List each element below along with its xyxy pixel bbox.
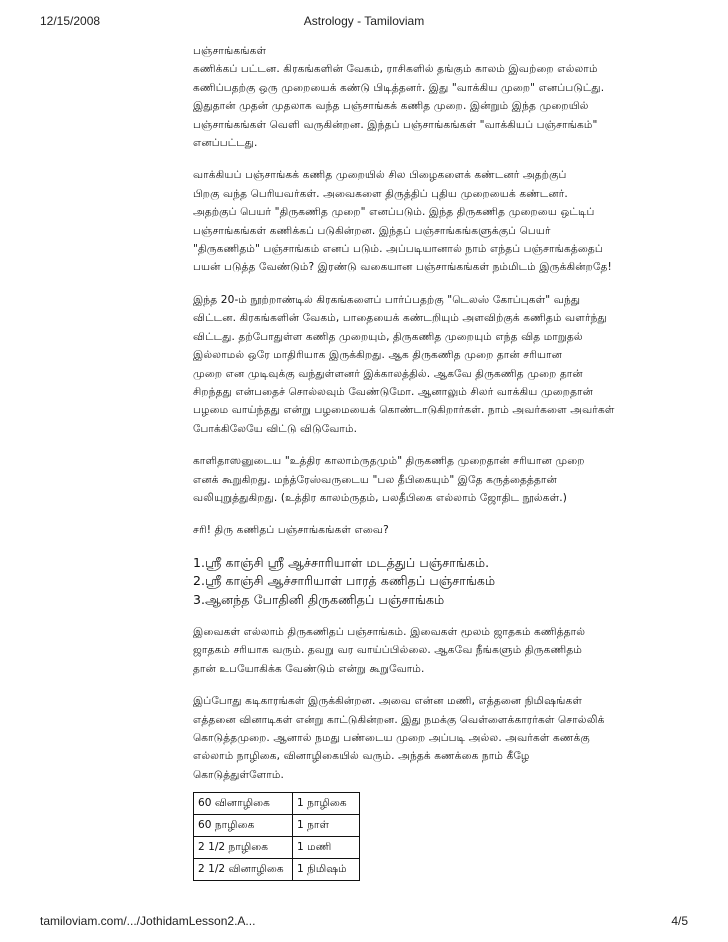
panchangam-list <box>193 554 673 609</box>
table-row <box>194 793 360 815</box>
text-line: கொடுத்துள்ளோம். <box>193 768 284 781</box>
text-line: எத்தனை வினாடிகள் என்று காட்டுகின்றன. இது நமக்கு வெள்ளைக்காரர்கள் சொல்லிக் <box>193 713 605 726</box>
text-line: கொடுத்தமுறை. ஆனால் நமது பண்டைய முறை அப்படி அல்ல. அவர்கள் கணக்கு <box>193 732 590 744</box>
table-row <box>194 859 360 881</box>
table-row <box>194 815 360 837</box>
text-line: முறை என முடிவுக்கு வந்துள்ளனர் இக்காலத்தில். ஆகவே திருகணித முறை தான் <box>193 367 583 380</box>
page-number: 4/5 <box>671 914 688 928</box>
text-line: பஞ்சாங்கங்கள் <box>193 45 267 57</box>
text-line: காளிதாஸனுடைய "உத்திர காலாம்ருதமும்" திருகணித முறைதான் சரியான முறை <box>193 455 585 468</box>
text-line: ஜாதகம் சரியாக வரும். தவறு வர வாய்ப்பில்லை. ஆகவே நீங்களும் திருகணிதம் <box>193 644 582 657</box>
text-line: பஞ்சாங்கங்கள் வெளி வருகின்றன. இந்தப் பஞ்சாங்கங்கள் "வாக்கியப் பஞ்சாங்கம்" <box>193 118 598 131</box>
table-cell: 1 மணி <box>293 837 360 859</box>
source-url: tamiloviam.com/.../JothidamLesson2.A... <box>40 914 256 928</box>
text-line: வாக்கியப் பஞ்சாங்கக் கணித முறையில் சில பிழைகளைக் கண்டனர் அதற்குப் <box>193 169 567 182</box>
text-line: பயன் படுத்த வேண்டும்? இரண்டு வகையான பஞ்சாங்கங்கள் நம்மிடம் இருக்கின்றதே! <box>193 261 612 274</box>
text-line: சிறந்தது என்பதைச் சொல்லவும் வேண்டுமோ. ஆனாலும் சிலர் வாக்கிய முறைதான் <box>193 385 594 398</box>
table-cell: 1 நாள் <box>293 815 360 837</box>
table-cell: 1 நிமிஷம் <box>293 859 360 881</box>
page-title: Astrology - Tamiloviam <box>303 14 425 28</box>
paragraph-4 <box>193 452 673 507</box>
paragraph-8 <box>193 692 673 784</box>
text-line: "திருகணிதம்" பஞ்சாங்கம் எனப் படும். அப்படியானால் நாம் எந்தப் பஞ்சாங்கத்தைப் <box>193 243 603 256</box>
text-line: பஞ்சாங்கங்கள் கணிக்கப் படுகின்றன. இந்தப் பஞ்சாங்கங்களுக்குப் பெயர் <box>193 224 551 237</box>
print-date: 12/15/2008 <box>40 14 101 28</box>
text-line: கணிப்பதற்கு ஒரு முறையைக் கண்டு பிடித்தனர். இது "வாக்கிய முறை" எனப்படுட்து. <box>193 81 605 94</box>
text-line: போக்கிலேயே விட்டு விடுவோம். <box>193 422 358 435</box>
article-body <box>193 42 673 881</box>
text-line: இப்போது கடிகாரங்கள் இருக்கின்றன. அவை என்ன மணி, எத்தனை நிமிஷங்கள் <box>193 695 583 708</box>
text-line: விட்டன. கிரகங்களின் வேகம், பாதையைக் கண்டறியும் அளவிற்குக் கணிதம் வளர்ந்து <box>193 312 607 325</box>
question-line: சரி! திரு கணிதப் பஞ்சாங்கங்கள் எவை? <box>193 524 389 537</box>
text-line: பிறகு வந்த பெரியவர்கள். அவைகளை திருத்திப் புதிய முறையைக் கண்டனர். <box>193 187 568 200</box>
paragraph-7 <box>193 623 673 678</box>
text-line: இதுதான் முதன் முதலாக வந்த பஞ்சாங்கக் கணித முறை. இன்றும் இந்த முறையில் <box>193 100 589 113</box>
list-item: 3.ஆனந்த போதினி திருகணிதப் பஞ்சாங்கம் <box>193 591 445 607</box>
time-units-table <box>193 792 360 881</box>
text-line: விட்டது. தற்போதுள்ள கணித முறையும், திருகணித முறையும் எந்த வித மாறுதல் <box>193 330 583 343</box>
text-line: எல்லாம் நாழிகை, வினாழிகையில் வரும். அந்தக் கணக்கை நாம் கீழே <box>193 750 530 763</box>
text-line: அதற்குப் பெயர் "திருகணித முறை" எனப்படும். இந்த திருகணித முறையை ஒட்டிப் <box>193 206 595 219</box>
list-item: 2.ஸ்ரீ காஞ்சி ஆச்சாரியாள் பாரத் கணிதப் பஞ்சாங்கம் <box>193 573 496 589</box>
text-line: வலியுறுத்துகிறது. (உத்திர காலம்ருதம், பலதீபிகை எல்லாம் ஜோதிட நூல்கள்.) <box>193 491 567 504</box>
paragraph-2 <box>193 166 673 276</box>
text-line: எனப்பட்டது. <box>193 137 258 150</box>
paragraph-3 <box>193 291 673 438</box>
list-item: 1.ஸ்ரீ காஞ்சி ஸ்ரீ ஆச்சாரியாள் மடத்துப் பஞ்சாங்கம். <box>193 554 490 570</box>
table-cell: 60 நாழிகை <box>194 815 293 837</box>
table-row <box>194 837 360 859</box>
text-line: தான் உபயோகிக்க வேண்டும் என்று கூறுவோம். <box>193 662 425 675</box>
text-line: எனக் கூறுகிறது. மந்த்ரேஸ்வருடைய "பல தீபிகையும்" இதே கருத்தைத்தான் <box>193 473 557 486</box>
text-line: இல்லாமல் ஒரே மாதிரியாக இருக்கிறது. ஆக திருகணித முறை தான் சரியான <box>193 349 563 362</box>
text-line: கணிக்கப் பட்டன. கிரகங்களின் வேகம், ராசிகளில் தங்கும் காலம் இவற்றை எல்லாம் <box>193 63 598 76</box>
table-cell: 60 வினாழிகை <box>194 793 293 815</box>
text-line: இந்த 20-ம் நூற்றாண்டில் கிரகங்களைப் பார்ப்பதற்கு "டெலஸ் கோப்புகள்" வந்து <box>193 293 581 306</box>
paragraph-5 <box>193 521 673 539</box>
table-cell: 2 1/2 நாழிகை <box>194 837 293 859</box>
text-line: பழமை வாய்ந்தது என்று பழமையைக் கொண்டாடுகிறார்கள். நாம் அவர்களை அவர்கள் <box>193 404 615 417</box>
text-line: இவைகள் எல்லாம் திருகணிதப் பஞ்சாங்கம். இவைகள் மூலம் ஜாதகம் கணித்தால் <box>193 625 586 638</box>
table-cell: 1 நாழிகை <box>293 793 360 815</box>
paragraph-1 <box>193 42 673 152</box>
table-cell: 2 1/2 வினாழிகை <box>194 859 293 881</box>
